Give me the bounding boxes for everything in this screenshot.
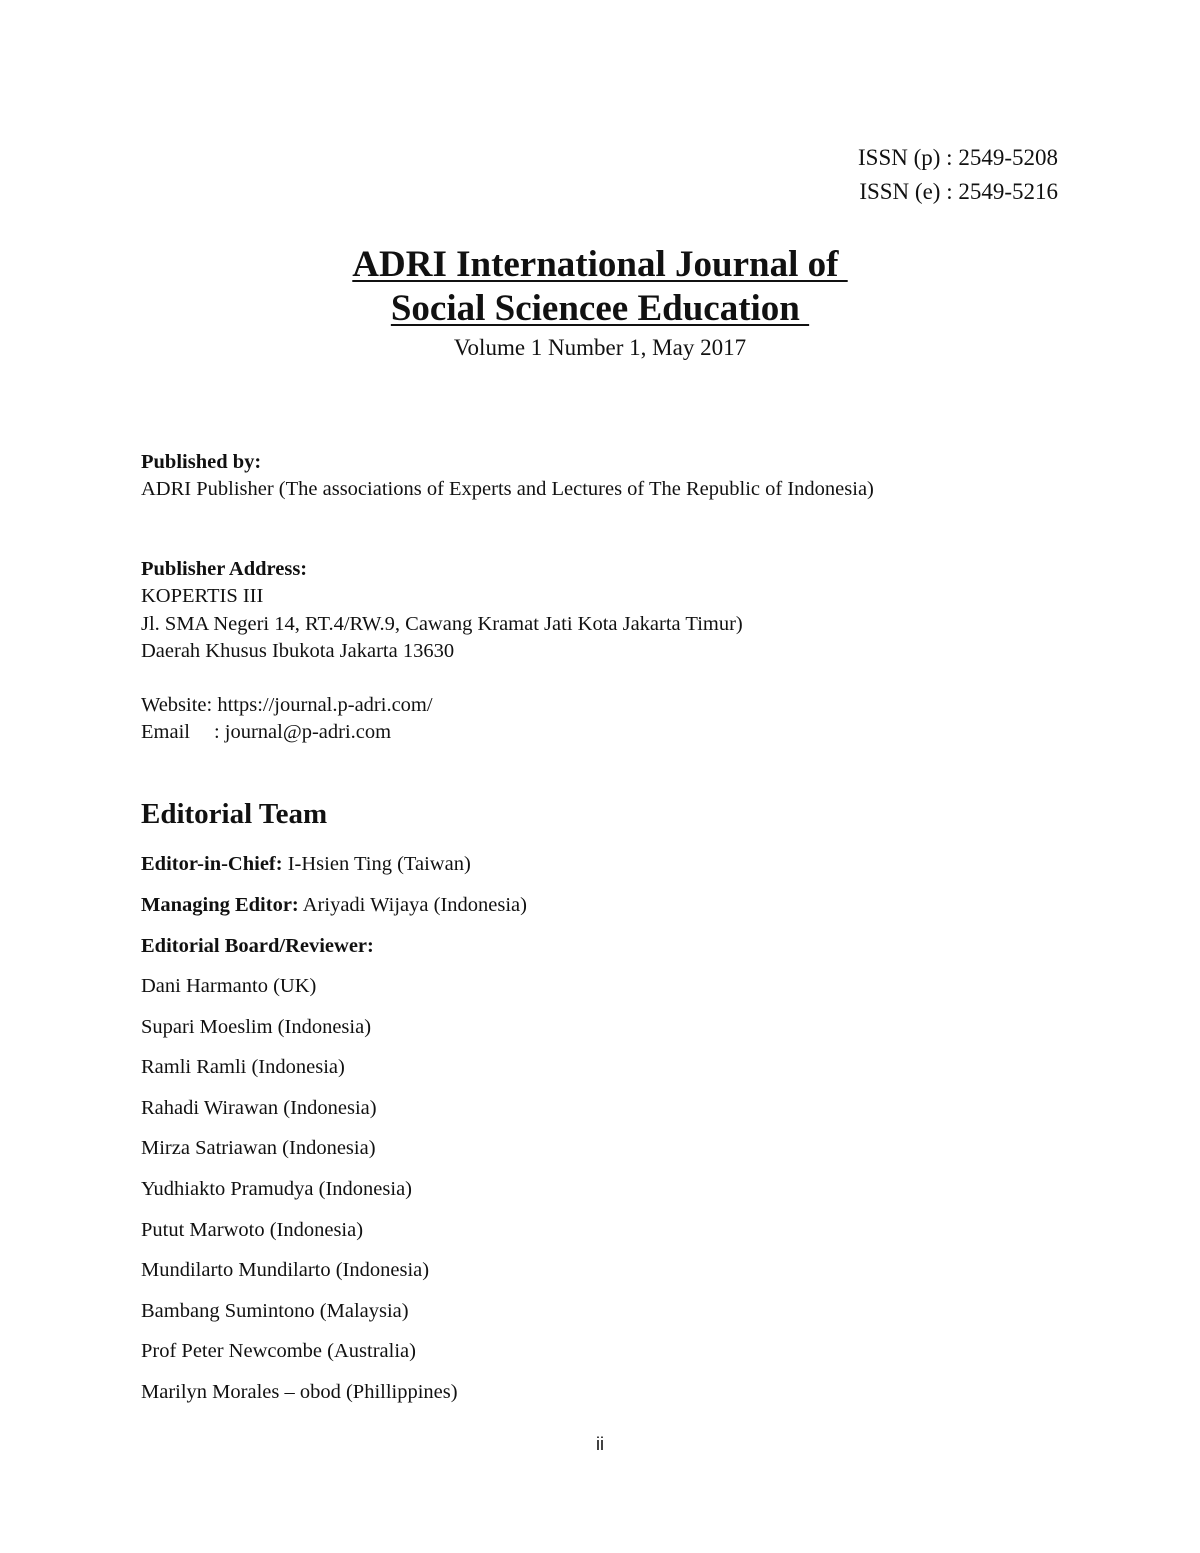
- journal-title-line-2: [0, 287, 1200, 331]
- journal-title-text-2: Social Sciencee Education: [390, 288, 810, 329]
- email-line: [141, 719, 391, 746]
- board-member: Prof Peter Newcombe (Australia): [141, 1340, 416, 1362]
- journal-title-line-1: [0, 243, 1200, 287]
- published-by-heading: Published by:: [141, 451, 262, 473]
- publisher-name: ADRI Publisher (The associations of Experts and Lectures of The Republic of Indonesia): [141, 478, 874, 500]
- editor-in-chief-label: Editor-in-Chief:: [141, 853, 283, 875]
- board-member: Bambang Sumintono (Malaysia): [141, 1300, 409, 1322]
- editorial-board-heading: Editorial Board/Reviewer:: [141, 935, 374, 957]
- issn-electronic: ISSN (e) : 2549-5216: [859, 179, 1058, 204]
- editor-in-chief-name: I-Hsien Ting (Taiwan): [287, 853, 471, 875]
- managing-editor-name: Ariyadi Wijaya (Indonesia): [302, 894, 527, 916]
- page-number: ii: [596, 1434, 604, 1454]
- editor-in-chief: [141, 850, 471, 878]
- board-member: Marilyn Morales – obod (Phillippines): [141, 1381, 458, 1403]
- issn-print: ISSN (p) : 2549-5208: [858, 145, 1058, 170]
- board-member: Mundilarto Mundilarto (Indonesia): [141, 1259, 430, 1281]
- board-member: Mirza Satriawan (Indonesia): [141, 1137, 376, 1159]
- managing-editor-label: Managing Editor:: [141, 894, 299, 916]
- managing-editor: [141, 891, 527, 919]
- board-member: Putut Marwoto (Indonesia): [141, 1219, 364, 1241]
- board-member: Ramli Ramli (Indonesia): [141, 1056, 345, 1078]
- board-member: Yudhiakto Pramudya (Indonesia): [141, 1178, 412, 1200]
- board-member: Rahadi Wirawan (Indonesia): [141, 1097, 377, 1119]
- publisher-address-heading: Publisher Address:: [141, 558, 308, 580]
- volume-info: Volume 1 Number 1, May 2017: [453, 335, 747, 360]
- website-line: Website: https://journal.p-adri.com/: [141, 694, 433, 716]
- address-line-1: KOPERTIS III: [141, 585, 264, 607]
- journal-title-text-1: ADRI International Journal of: [352, 244, 848, 285]
- editorial-team-heading: Editorial Team: [141, 798, 328, 830]
- address-line-3: Daerah Khusus Ibukota Jakarta 13630: [141, 640, 455, 662]
- board-member: Dani Harmanto (UK): [141, 975, 317, 997]
- address-line-2: Jl. SMA Negeri 14, RT.4/RW.9, Cawang Kramat Jati Kota Jakarta Timur): [141, 613, 743, 635]
- email-label: Email: [141, 721, 190, 743]
- email-value: : journal@p-adri.com: [213, 721, 392, 743]
- board-member: Supari Moeslim (Indonesia): [141, 1016, 372, 1038]
